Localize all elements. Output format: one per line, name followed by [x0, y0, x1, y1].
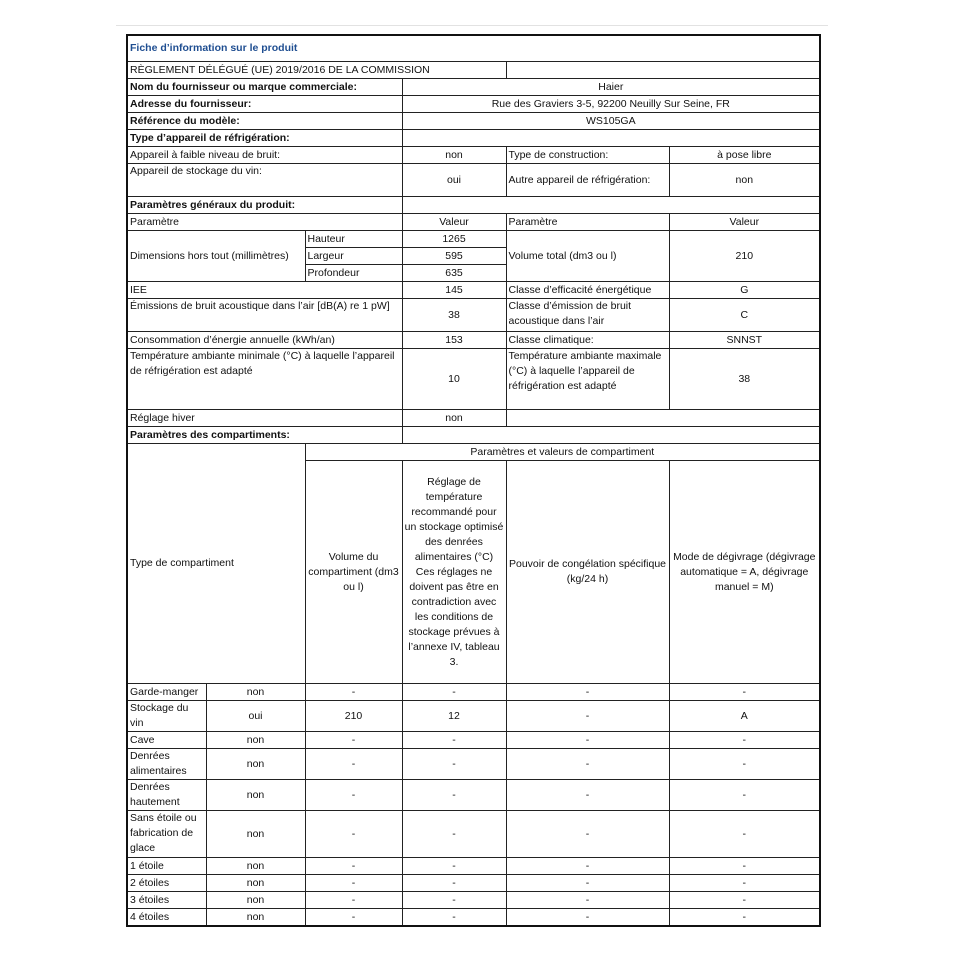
compartment-defrost: -	[669, 780, 820, 811]
energy-consumption-value: 153	[402, 332, 506, 349]
winter-setting-row	[127, 410, 820, 427]
supplier-address-value: Rue des Graviers 3-5, 92200 Neuilly Sur Seine, FR	[402, 96, 820, 113]
compartment-defrost: -	[669, 684, 820, 701]
other-appliance-label: Autre appareil de réfrigération:	[506, 164, 669, 197]
compartment-defrost: A	[669, 701, 820, 732]
compartment-temperature: 12	[402, 701, 506, 732]
regulation-empty	[506, 62, 820, 79]
noise-emission-label: Émissions de bruit acoustique dans l’air [dB(A) re 1 pW]	[127, 299, 402, 332]
compartment-volume: -	[305, 811, 402, 858]
noise-row	[127, 299, 820, 332]
compartment-row	[127, 875, 820, 892]
compartment-present: non	[206, 909, 305, 927]
compartment-defrost: -	[669, 732, 820, 749]
construction-label: Type de construction:	[506, 147, 669, 164]
compartment-temperature: -	[402, 858, 506, 875]
compartment-name: Stockage du vin	[127, 701, 206, 732]
compartment-defrost: -	[669, 749, 820, 780]
compartment-volume-header: Volume du compartiment (dm3 ou l)	[305, 461, 402, 684]
appliance-type-heading-row	[127, 130, 820, 147]
low-noise-label: Appareil à faible niveau de bruit:	[127, 147, 402, 164]
compartment-present: oui	[206, 701, 305, 732]
param-header: Paramètre	[127, 214, 402, 231]
low-noise-row	[127, 147, 820, 164]
winter-setting-value: non	[402, 410, 506, 427]
compartment-group-header-row	[127, 444, 820, 461]
ambient-temperature-row	[127, 349, 820, 410]
iee-value: 145	[402, 282, 506, 299]
wine-storage-row	[127, 164, 820, 197]
model-reference-row	[127, 113, 820, 130]
general-column-header-row	[127, 214, 820, 231]
compartment-freezing: -	[506, 858, 669, 875]
compartments-heading: Paramètres des compartiments:	[127, 427, 402, 444]
compartment-defrost: -	[669, 811, 820, 858]
compartment-present: non	[206, 780, 305, 811]
consumption-row	[127, 332, 820, 349]
compartment-name: Denrées hautement	[127, 780, 206, 811]
compartment-freezing: -	[506, 701, 669, 732]
compartment-group-header: Paramètres et valeurs de compartiment	[305, 444, 820, 461]
supplier-address-label: Adresse du fournisseur:	[127, 96, 402, 113]
total-volume-label: Volume total (dm3 ou l)	[506, 231, 669, 282]
compartment-temperature-header: Réglage de température recommandé pour un stockage optimisé des denrées alimentaires (°C) Ces réglages ne doivent pas être en contradiction avec les conditions de stockage prévues à l’annexe IV, tableau 3.	[402, 461, 506, 684]
compartment-volume: -	[305, 909, 402, 927]
compartment-volume: -	[305, 780, 402, 811]
winter-setting-label: Réglage hiver	[127, 410, 402, 427]
title-row	[127, 35, 820, 62]
compartment-temperature: -	[402, 909, 506, 927]
top-divider	[116, 25, 828, 26]
value-header-2: Valeur	[669, 214, 820, 231]
depth-label: Profondeur	[305, 265, 402, 282]
min-temperature-value: 10	[402, 349, 506, 410]
max-temperature-label: Température ambiante maximale (°C) à laquelle l’appareil de réfrigération est adapté	[506, 349, 669, 410]
compartment-row	[127, 684, 820, 701]
total-volume-value: 210	[669, 231, 820, 282]
appliance-type-heading: Type d’appareil de réfrigération:	[127, 130, 402, 147]
compartment-temperature: -	[402, 811, 506, 858]
energy-class-value: G	[669, 282, 820, 299]
compartment-row	[127, 811, 820, 858]
low-noise-value: non	[402, 147, 506, 164]
compartment-volume: -	[305, 875, 402, 892]
regulation-row	[127, 62, 820, 79]
compartment-temperature: -	[402, 732, 506, 749]
wine-storage-label: Appareil de stockage du vin:	[127, 164, 402, 197]
supplier-name-row	[127, 79, 820, 96]
value-header: Valeur	[402, 214, 506, 231]
compartment-temperature: -	[402, 684, 506, 701]
compartment-freezing: -	[506, 684, 669, 701]
compartment-defrost: -	[669, 909, 820, 927]
general-heading: Paramètres généraux du produit:	[127, 197, 402, 214]
noise-class-label: Classe d’émission de bruit acoustique dans l’air	[506, 299, 669, 332]
model-reference-value: WS105GA	[402, 113, 820, 130]
compartment-freezing: -	[506, 811, 669, 858]
compartment-freezing: -	[506, 892, 669, 909]
compartment-row	[127, 701, 820, 732]
compartment-volume: 210	[305, 701, 402, 732]
compartment-row	[127, 749, 820, 780]
compartment-temperature: -	[402, 875, 506, 892]
compartment-freezing: -	[506, 875, 669, 892]
height-value: 1265	[402, 231, 506, 248]
other-appliance-value: non	[669, 164, 820, 197]
regulation-label: RÈGLEMENT DÉLÉGUÉ (UE) 2019/2016 DE LA COMMISSION	[127, 62, 506, 79]
noise-class-value: C	[669, 299, 820, 332]
compartments-heading-empty	[402, 427, 820, 444]
noise-emission-value: 38	[402, 299, 506, 332]
compartment-name: Cave	[127, 732, 206, 749]
compartment-row	[127, 732, 820, 749]
compartment-name: Garde-manger	[127, 684, 206, 701]
compartment-name: 2 étoiles	[127, 875, 206, 892]
construction-value: à pose libre	[669, 147, 820, 164]
compartment-volume: -	[305, 858, 402, 875]
climate-class-label: Classe climatique:	[506, 332, 669, 349]
general-heading-empty	[402, 197, 820, 214]
supplier-name-value: Haier	[402, 79, 820, 96]
supplier-name-label: Nom du fournisseur ou marque commerciale:	[127, 79, 402, 96]
compartment-present: non	[206, 892, 305, 909]
compartment-present: non	[206, 684, 305, 701]
dimensions-label: Dimensions hors tout (millimètres)	[127, 231, 305, 282]
compartment-freezing: -	[506, 780, 669, 811]
compartment-present: non	[206, 811, 305, 858]
iee-row	[127, 282, 820, 299]
compartment-defrost-header: Mode de dégivrage (dégivrage automatique = A, dégivrage manuel = M)	[669, 461, 820, 684]
compartment-defrost: -	[669, 892, 820, 909]
compartment-row	[127, 858, 820, 875]
compartment-temperature: -	[402, 780, 506, 811]
compartment-present: non	[206, 749, 305, 780]
iee-label: IEE	[127, 282, 402, 299]
product-table	[126, 34, 821, 927]
compartment-name: Denrées alimentaires	[127, 749, 206, 780]
model-reference-label: Référence du modèle:	[127, 113, 402, 130]
max-temperature-value: 38	[669, 349, 820, 410]
width-value: 595	[402, 248, 506, 265]
compartment-present: non	[206, 858, 305, 875]
width-label: Largeur	[305, 248, 402, 265]
compartment-volume: -	[305, 749, 402, 780]
compartment-name: 1 étoile	[127, 858, 206, 875]
compartment-type-header: Type de compartiment	[127, 444, 305, 684]
compartment-temperature: -	[402, 892, 506, 909]
compartment-freezing: -	[506, 749, 669, 780]
compartment-present: non	[206, 875, 305, 892]
compartment-freezing: -	[506, 732, 669, 749]
compartment-row	[127, 780, 820, 811]
min-temperature-label: Température ambiante minimale (°C) à laquelle l’appareil de réfrigération est adapté	[127, 349, 402, 410]
compartment-defrost: -	[669, 858, 820, 875]
wine-storage-value: oui	[402, 164, 506, 197]
page-title: Fiche d’information sur le produit	[127, 35, 820, 62]
energy-class-label: Classe d’efficacité énergétique	[506, 282, 669, 299]
compartment-name: 4 étoiles	[127, 909, 206, 927]
height-row	[127, 231, 820, 248]
product-information-sheet	[126, 34, 819, 927]
height-label: Hauteur	[305, 231, 402, 248]
compartment-freezing: -	[506, 909, 669, 927]
compartment-row	[127, 909, 820, 927]
winter-setting-empty	[506, 410, 820, 427]
compartment-volume: -	[305, 892, 402, 909]
compartment-name: Sans étoile ou fabrication de glace	[127, 811, 206, 858]
compartment-volume: -	[305, 732, 402, 749]
compartment-name: 3 étoiles	[127, 892, 206, 909]
compartment-row	[127, 892, 820, 909]
compartment-volume: -	[305, 684, 402, 701]
supplier-address-row	[127, 96, 820, 113]
compartment-present: non	[206, 732, 305, 749]
param-header-2: Paramètre	[506, 214, 669, 231]
compartments-heading-row	[127, 427, 820, 444]
compartment-defrost: -	[669, 875, 820, 892]
compartment-freezing-header: Pouvoir de congélation spécifique (kg/24 h)	[506, 461, 669, 684]
compartment-temperature: -	[402, 749, 506, 780]
appliance-type-empty	[402, 130, 820, 147]
general-heading-row	[127, 197, 820, 214]
climate-class-value: SNNST	[669, 332, 820, 349]
depth-value: 635	[402, 265, 506, 282]
energy-consumption-label: Consommation d’énergie annuelle (kWh/an)	[127, 332, 402, 349]
